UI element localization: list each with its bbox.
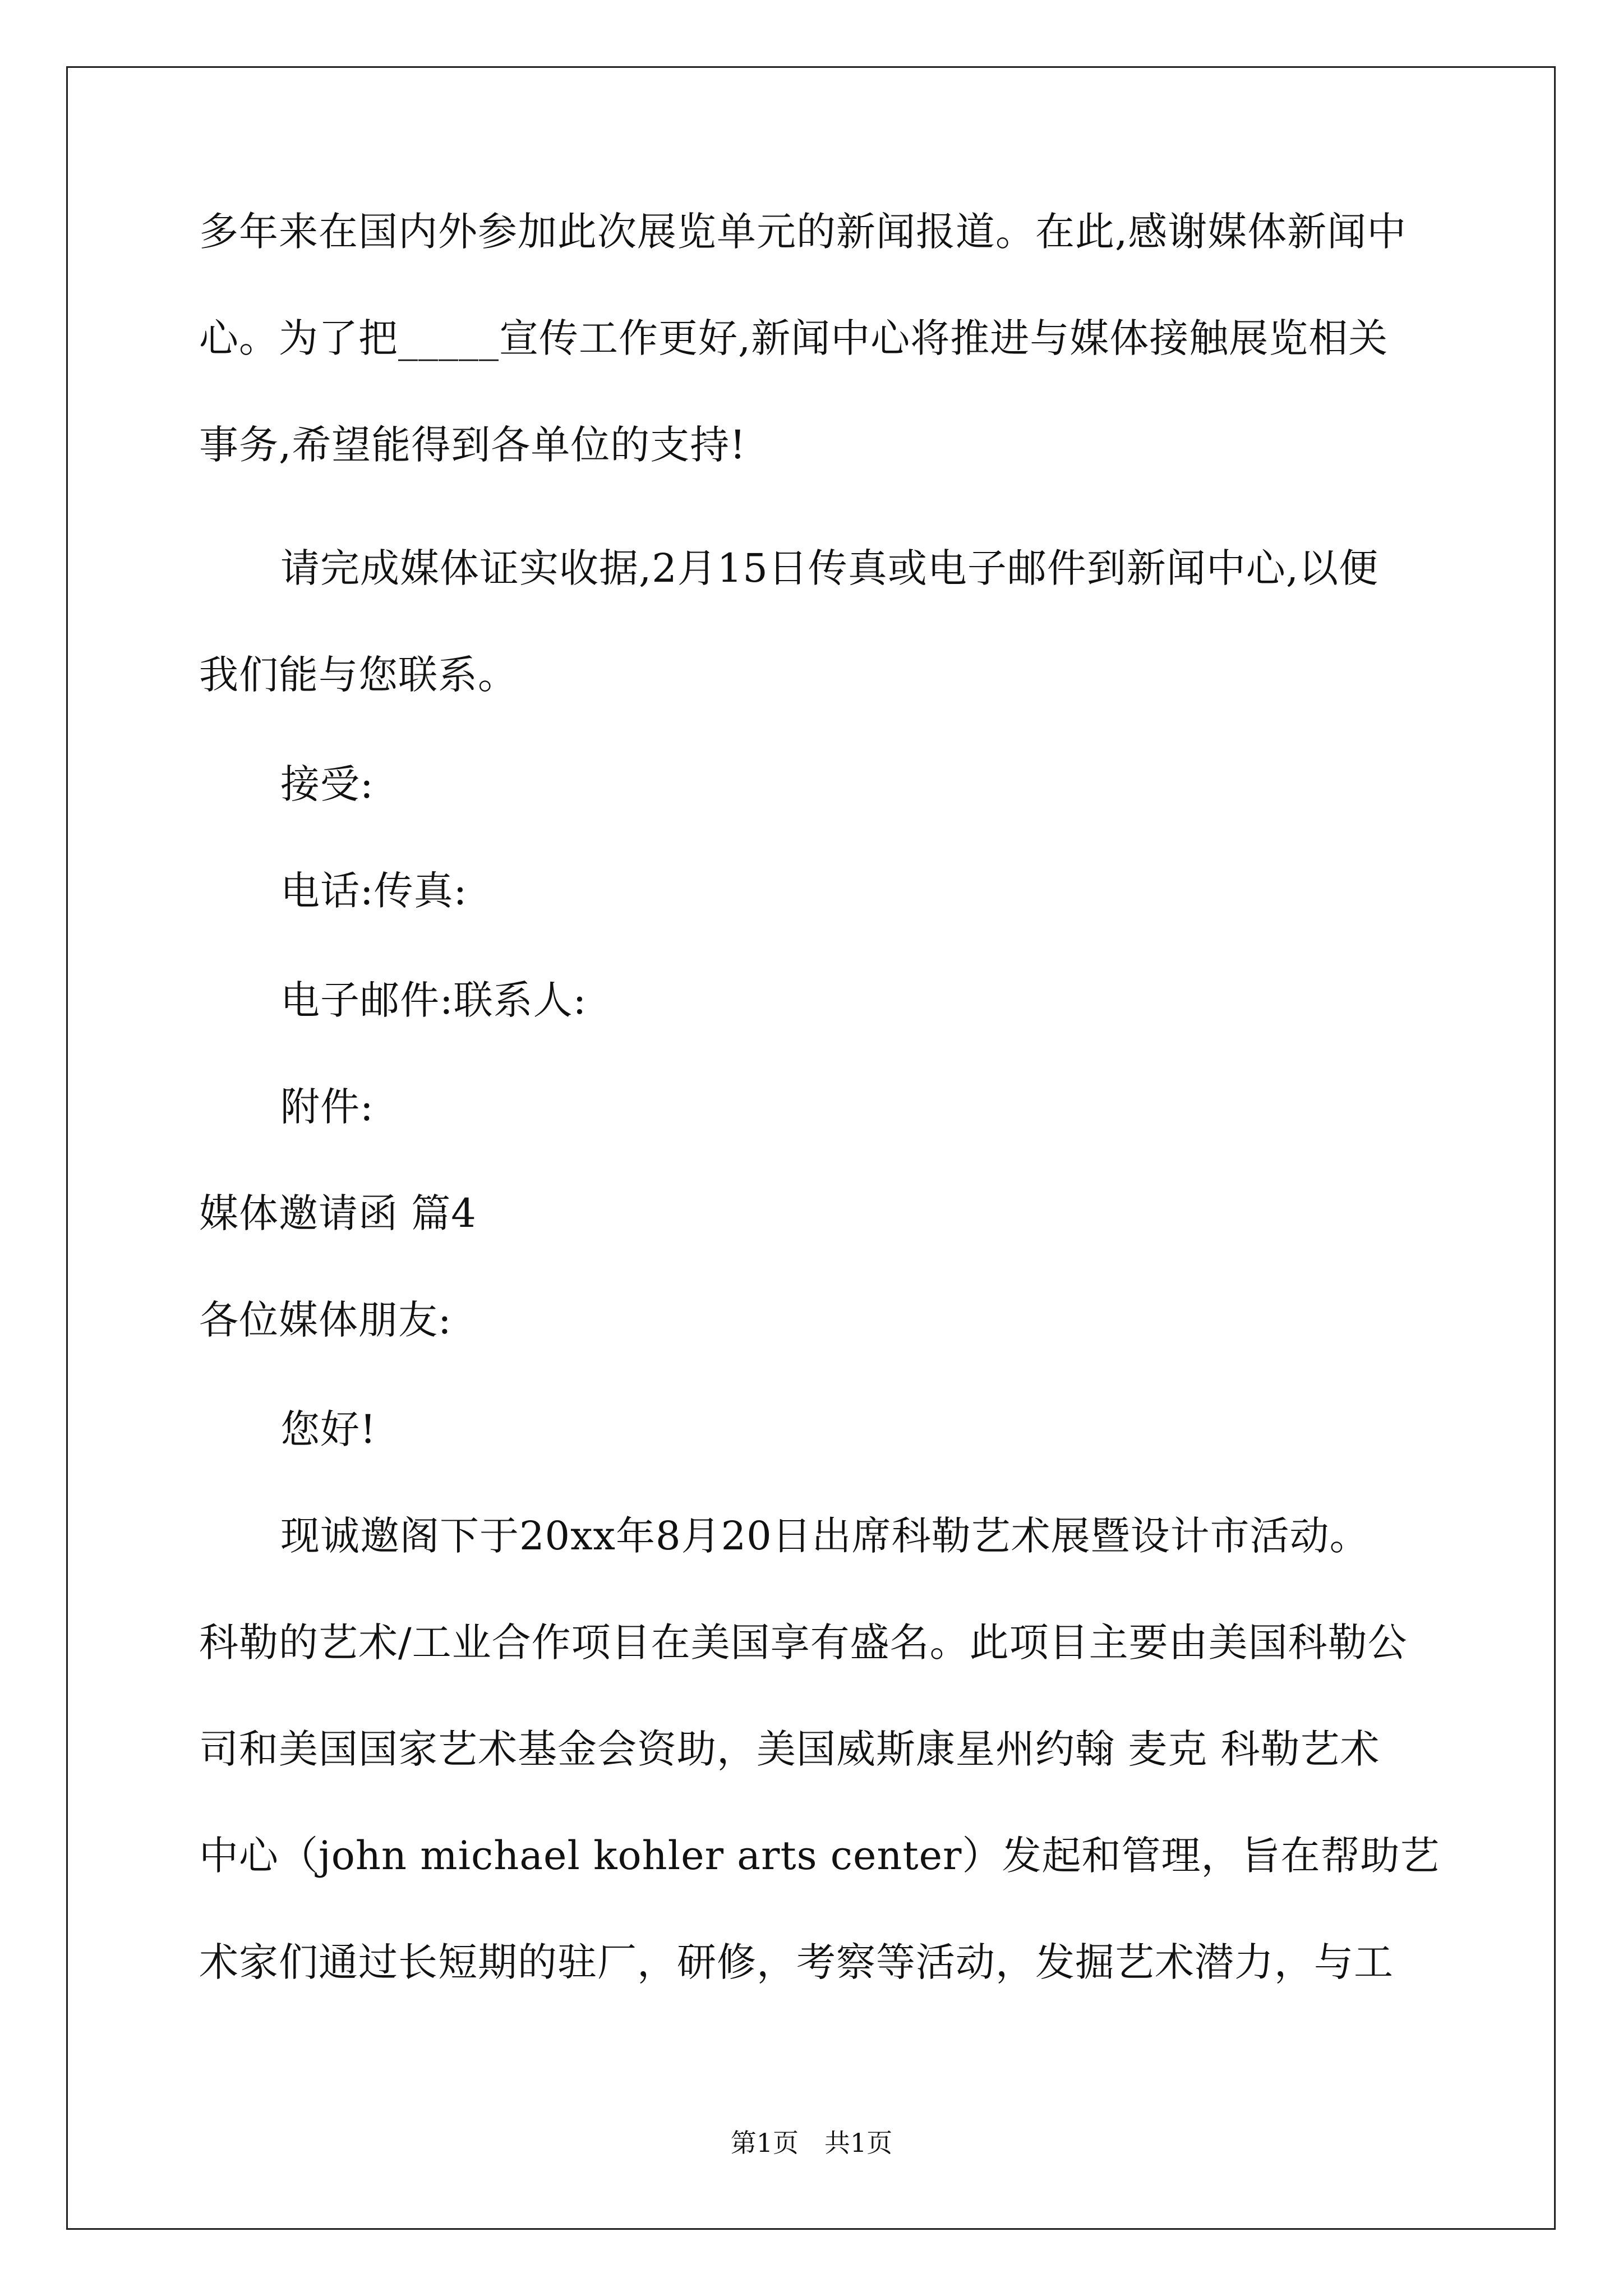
body-text-line: 电子邮件:联系人:: [280, 977, 587, 1023]
body-text-line: 附件:: [280, 1084, 374, 1130]
body-text-line: 事务,希望能得到各单位的支持!: [199, 422, 746, 468]
body-text-line: 术家们通过长短期的驻厂，研修，考察等活动，发掘艺术潜力，与工: [199, 1939, 1394, 1985]
body-text-line: 请完成媒体证实收据,2月15日传真或电子邮件到新闻中心,以便: [280, 545, 1379, 591]
body-text-line: 接受:: [280, 761, 374, 807]
page-number-footer: 第1页 共1页: [730, 2128, 893, 2158]
body-text-line: 中心（john michael kohler arts center）发起和管理，旨在帮助艺: [199, 1833, 1440, 1879]
body-text-line: 科勒的艺术/工业合作项目在美国享有盛名。此项目主要由美国科勒公: [199, 1619, 1408, 1665]
section-heading: 媒体邀请函 篇4: [199, 1190, 477, 1236]
body-text-line: 司和美国国家艺术基金会资助，美国威斯康星州约翰 麦克 科勒艺术: [199, 1726, 1380, 1772]
body-text-line: 多年来在国内外参加此次展览单元的新闻报道。在此,感谢媒体新闻中: [199, 209, 1407, 255]
page-border: [66, 66, 1556, 2230]
body-text-line: 我们能与您联系。: [199, 652, 518, 698]
salutation: 各位媒体朋友:: [199, 1297, 452, 1343]
body-text-line: 电话:传真:: [280, 868, 468, 914]
body-text-line: 心。为了把_____宣传工作更好,新闻中心将推进与媒体接触展览相关: [199, 315, 1389, 361]
body-text-line: 现诚邀阁下于20xx年8月20日出席科勒艺术展暨设计市活动。: [280, 1513, 1370, 1559]
greeting: 您好!: [280, 1406, 377, 1452]
